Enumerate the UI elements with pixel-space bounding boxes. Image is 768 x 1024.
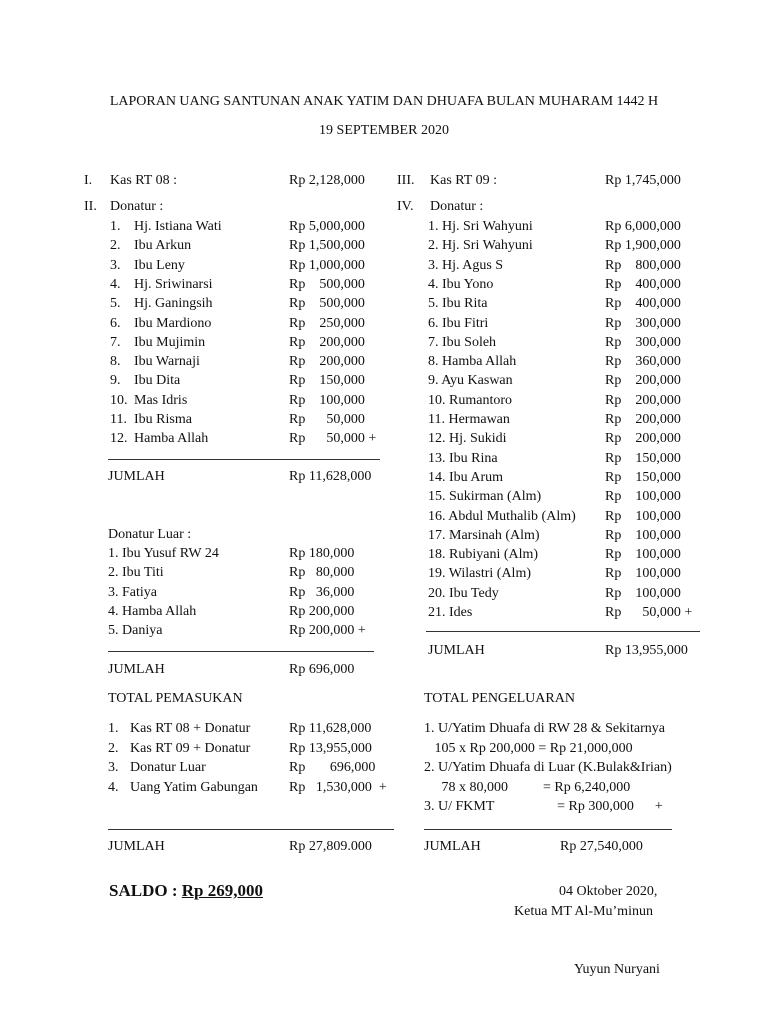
pemasukan-sum-line [108, 829, 394, 830]
donor-amount: Rp 400,000 [605, 276, 681, 292]
donor-amount: Rp 5,000,000 [289, 219, 365, 234]
pemasukan-number: 4. [108, 779, 119, 795]
pengeluaran-line: 2. U/Yatim Dhuafa di Luar (K.Bulak&Irian) [424, 760, 672, 776]
pemasukan-number: 1. [108, 721, 119, 736]
donor-amount: Rp 360,000 [605, 354, 681, 370]
rt09-jumlah-label: JUMLAH [428, 643, 485, 658]
pemasukan-amount: Rp 696,000 [289, 760, 376, 776]
donor-name: 15. Sukirman (Alm) [428, 489, 542, 505]
donor-name: 16. Abdul Muthalib (Alm) [428, 508, 576, 524]
donor-name: Ibu Warnaji [134, 354, 200, 370]
donor-amount: Rp 300,000 [605, 334, 681, 350]
pengeluaran-line: 1. U/Yatim Dhuafa di RW 28 & Sekitarnya [424, 721, 665, 736]
pemasukan-name: Donatur Luar [130, 760, 206, 776]
pemasukan-amount: Rp 13,955,000 [289, 740, 372, 756]
rt08-sum-line [108, 459, 380, 460]
donor-amount: Rp 50,000 + [289, 431, 377, 447]
donor-name: 17. Marsinah (Alm) [428, 527, 540, 543]
donor-amount: Rp 200,000 [289, 354, 365, 370]
donor-name: 4. Ibu Yono [428, 276, 494, 292]
donor-name: 9. Ayu Kaswan [428, 373, 513, 389]
donor-amount: Rp 1,900,000 [605, 238, 681, 254]
rt09-sum-line [426, 631, 700, 632]
donor-name: Ibu Risma [134, 412, 192, 427]
rt09-section-number: III. [397, 173, 415, 188]
donor-number: 9. [110, 373, 121, 389]
donor-name: 3. Hj. Agus S [428, 257, 504, 273]
saldo-label: SALDO : [109, 881, 182, 900]
rt08-section-number: I. [84, 173, 93, 188]
rt08-kas-label: Kas RT 08 : [110, 173, 177, 188]
donor-name: Hj. Ganingsih [134, 296, 213, 312]
saldo-amount: Rp 269,000 [181, 881, 263, 900]
donor-amount: Rp 200,000 [605, 412, 681, 427]
donor-name: 7. Ibu Soleh [428, 334, 497, 350]
donor-amount: Rp 100,000 [289, 392, 365, 408]
donor-number: 3. [110, 257, 121, 273]
donor-amount: Rp 250,000 [289, 315, 365, 331]
donor-number: 5. [110, 296, 121, 312]
donor-name: Ibu Mardiono [134, 315, 212, 331]
donor-number: 8. [110, 354, 121, 370]
donor-number: 12. [110, 431, 128, 447]
donor-amount: Rp 100,000 [605, 547, 681, 563]
donor-amount: Rp 50,000 [289, 412, 365, 427]
donor-name: 1. Hj. Sri Wahyuni [428, 219, 533, 234]
donor-amount: Rp 1,000,000 [289, 257, 365, 273]
pengeluaran-jumlah-label: JUMLAH [424, 839, 481, 854]
pemasukan-name: Kas RT 08 + Donatur [130, 721, 251, 736]
donor-amount: Rp 200,000 [605, 431, 681, 447]
pemasukan-name: Kas RT 09 + Donatur [130, 740, 251, 756]
donor-amount: Rp 200,000 [289, 603, 355, 619]
donor-name: 3. Fatiya [108, 584, 157, 600]
donor-name: 4. Hamba Allah [108, 603, 197, 619]
donor-number: 7. [110, 334, 121, 350]
donor-name: 20. Ibu Tedy [428, 585, 499, 601]
donor-name: 1. Ibu Yusuf RW 24 [108, 546, 219, 561]
donor-name: 5. Daniya [108, 623, 163, 639]
luar-label: Donatur Luar : [108, 527, 192, 542]
donor-amount: Rp 180,000 [289, 546, 355, 561]
donor-amount: Rp 150,000 [605, 450, 681, 466]
donor-name: 13. Ibu Rina [428, 450, 498, 466]
donor-name: Ibu Arkun [134, 238, 192, 254]
donor-number: 2. [110, 238, 121, 254]
rt09-donatur-label: Donatur : [430, 199, 484, 214]
donor-amount: Rp 400,000 [605, 296, 681, 312]
donor-name: 19. Wilastri (Alm) [428, 566, 531, 582]
rt08-donatur-label: Donatur : [110, 199, 164, 214]
donor-amount: Rp 100,000 [605, 585, 681, 601]
pengeluaran-line: 3. U/ FKMT = Rp 300,000 + [424, 799, 663, 815]
pemasukan-number: 3. [108, 760, 119, 776]
rt09-jumlah-amount: Rp 13,955,000 [605, 643, 688, 658]
donor-amount: Rp 500,000 [289, 276, 365, 292]
donor-amount: Rp 6,000,000 [605, 219, 681, 234]
donor-number: 11. [110, 412, 127, 427]
donor-amount: Rp 100,000 [605, 508, 681, 524]
pengeluaran-line: 105 x Rp 200,000 = Rp 21,000,000 [424, 740, 633, 756]
rt08-jumlah-amount: Rp 11,628,000 [289, 469, 372, 484]
donor-name: Ibu Mujimin [134, 334, 206, 350]
donor-name: 8. Hamba Allah [428, 354, 517, 370]
donor-number: 1. [110, 219, 121, 234]
saldo [109, 881, 263, 901]
rt08-donatur-number: II. [84, 199, 97, 214]
pengeluaran-label: TOTAL PENGELUARAN [424, 691, 575, 706]
donor-amount: Rp 50,000 + [605, 605, 693, 620]
pengeluaran-jumlah-amount: Rp 27,540,000 [560, 839, 643, 854]
donor-name: 6. Ibu Fitri [428, 315, 489, 331]
donor-amount: Rp 500,000 [289, 296, 365, 312]
signature-role: Ketua MT Al-Mu’minun [514, 904, 653, 919]
donor-name: Ibu Leny [134, 257, 185, 273]
pemasukan-name: Uang Yatim Gabungan [130, 779, 258, 795]
donor-name: 14. Ibu Arum [428, 469, 504, 485]
rt08-jumlah-label: JUMLAH [108, 469, 165, 484]
donor-name: Mas Idris [134, 392, 188, 408]
pemasukan-jumlah-label: JUMLAH [108, 839, 165, 854]
donor-number: 10. [110, 392, 128, 408]
donor-amount: Rp 800,000 [605, 257, 681, 273]
report-title: LAPORAN UANG SANTUNAN ANAK YATIM DAN DHUAFA BULAN MUHARAM 1442 H [109, 94, 659, 109]
donor-amount: Rp 1,500,000 [289, 238, 365, 254]
donor-amount: Rp 300,000 [605, 315, 681, 331]
pemasukan-amount: Rp 11,628,000 [289, 721, 372, 736]
rt09-donatur-number: IV. [397, 199, 414, 214]
donor-number: 6. [110, 315, 121, 331]
donor-amount: Rp 200,000 + [289, 623, 366, 639]
donor-name: 2. Ibu Titi [108, 565, 164, 581]
rt09-kas-amount: Rp 1,745,000 [605, 173, 681, 188]
donor-name: 12. Hj. Sukidi [428, 431, 507, 447]
donor-name: Hj. Sriwinarsi [134, 276, 213, 292]
donor-name: 18. Rubiyani (Alm) [428, 547, 539, 563]
report-date: 19 SEPTEMBER 2020 [319, 123, 449, 138]
donor-name: Ibu Dita [134, 373, 181, 389]
donor-number: 4. [110, 276, 121, 292]
luar-sum-line [108, 651, 374, 652]
donor-amount: Rp 100,000 [605, 566, 681, 582]
donor-name: Hamba Allah [134, 431, 209, 447]
rt09-kas-label: Kas RT 09 : [430, 173, 497, 188]
pemasukan-jumlah-amount: Rp 27,809.000 [289, 839, 372, 854]
donor-name: 21. Ides [428, 605, 473, 620]
luar-jumlah-amount: Rp 696,000 [289, 662, 355, 677]
donor-amount: Rp 100,000 [605, 527, 681, 543]
pengeluaran-sum-line [424, 829, 672, 830]
donor-name: 11. Hermawan [428, 412, 510, 427]
donor-name: 5. Ibu Rita [428, 296, 488, 312]
donor-amount: Rp 200,000 [289, 334, 365, 350]
donor-name: Hj. Istiana Wati [134, 219, 222, 234]
signature-date: 04 Oktober 2020, [559, 884, 658, 899]
donor-amount: Rp 150,000 [289, 373, 365, 389]
donor-amount: Rp 100,000 [605, 489, 681, 505]
signature-name: Yuyun Nuryani [574, 962, 660, 977]
pemasukan-amount: Rp 1,530,000 + [289, 779, 387, 795]
rt08-kas-amount: Rp 2,128,000 [289, 173, 365, 188]
donor-amount: Rp 200,000 [605, 392, 681, 408]
donor-name: 2. Hj. Sri Wahyuni [428, 238, 533, 254]
donor-amount: Rp 150,000 [605, 469, 681, 485]
donor-amount: Rp 36,000 [289, 584, 355, 600]
pengeluaran-line: 78 x 80,000 = Rp 6,240,000 [424, 779, 631, 795]
donor-amount: Rp 200,000 [605, 373, 681, 389]
pemasukan-label: TOTAL PEMASUKAN [108, 691, 243, 706]
luar-jumlah-label: JUMLAH [108, 662, 165, 677]
donor-name: 10. Rumantoro [428, 392, 512, 408]
donor-amount: Rp 80,000 [289, 565, 355, 581]
pemasukan-number: 2. [108, 740, 119, 756]
